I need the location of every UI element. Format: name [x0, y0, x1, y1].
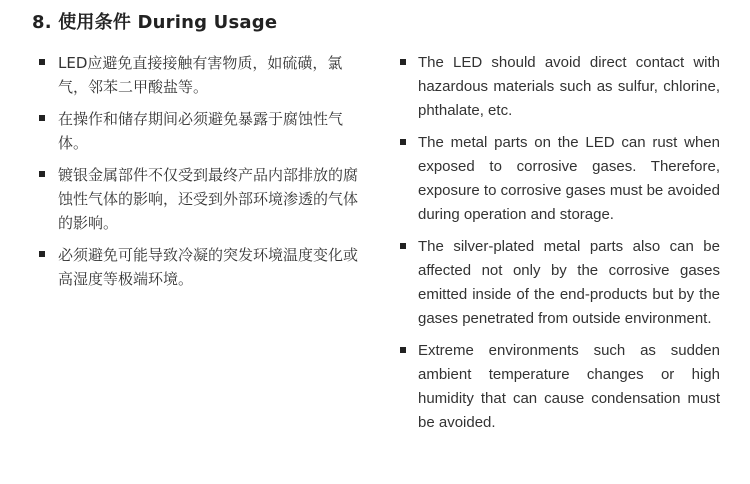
bullet-icon [39, 115, 45, 121]
list-item-text: The LED should avoid direct contact with hazardous materials such as sulfur, chlorine, phthalate, etc. [418, 54, 720, 119]
bullet-icon [400, 139, 406, 145]
bullet-icon [39, 251, 45, 257]
list-item-text: 镀银金属部件不仅受到最终产品内部排放的腐蚀性气体的影响，还受到外部环境渗透的气体的影响。 [58, 166, 359, 232]
list-item-text: LED应避免直接接触有害物质，如硫磺，氯气，邻苯二甲酸盐等。 [58, 54, 343, 96]
bullet-icon [400, 59, 406, 65]
list-item-text: The silver-plated metal parts also can be affected not only by the corrosive gases emitted inside of the end-products but by the gases penetrated from outside environment. [418, 238, 720, 327]
chinese-bullet-list [36, 51, 362, 299]
list-item [36, 163, 362, 235]
list-item [396, 131, 720, 227]
list-item [396, 235, 720, 331]
bullet-icon [400, 347, 406, 353]
list-item-text: Extreme environments such as sudden ambient temperature changes or high humidity that can cause condensation must be avoided. [418, 342, 720, 431]
list-item [36, 243, 362, 291]
english-bullet-list [396, 51, 720, 443]
list-item [396, 339, 720, 435]
list-item [36, 51, 362, 99]
section-heading: 8. 使用条件 During Usage [32, 12, 278, 33]
list-item [36, 107, 362, 155]
bullet-icon [39, 59, 45, 65]
bullet-icon [39, 171, 45, 177]
list-item-text: The metal parts on the LED can rust when exposed to corrosive gases. Therefore, exposure to corrosive gases must be avoided during operation and storage. [418, 134, 720, 223]
bullet-icon [400, 243, 406, 249]
list-item-text: 必须避免可能导致冷凝的突发环境温度变化或高湿度等极端环境。 [58, 246, 359, 288]
list-item-text: 在操作和储存期间必须避免暴露于腐蚀性气体。 [58, 110, 344, 152]
list-item [396, 51, 720, 123]
